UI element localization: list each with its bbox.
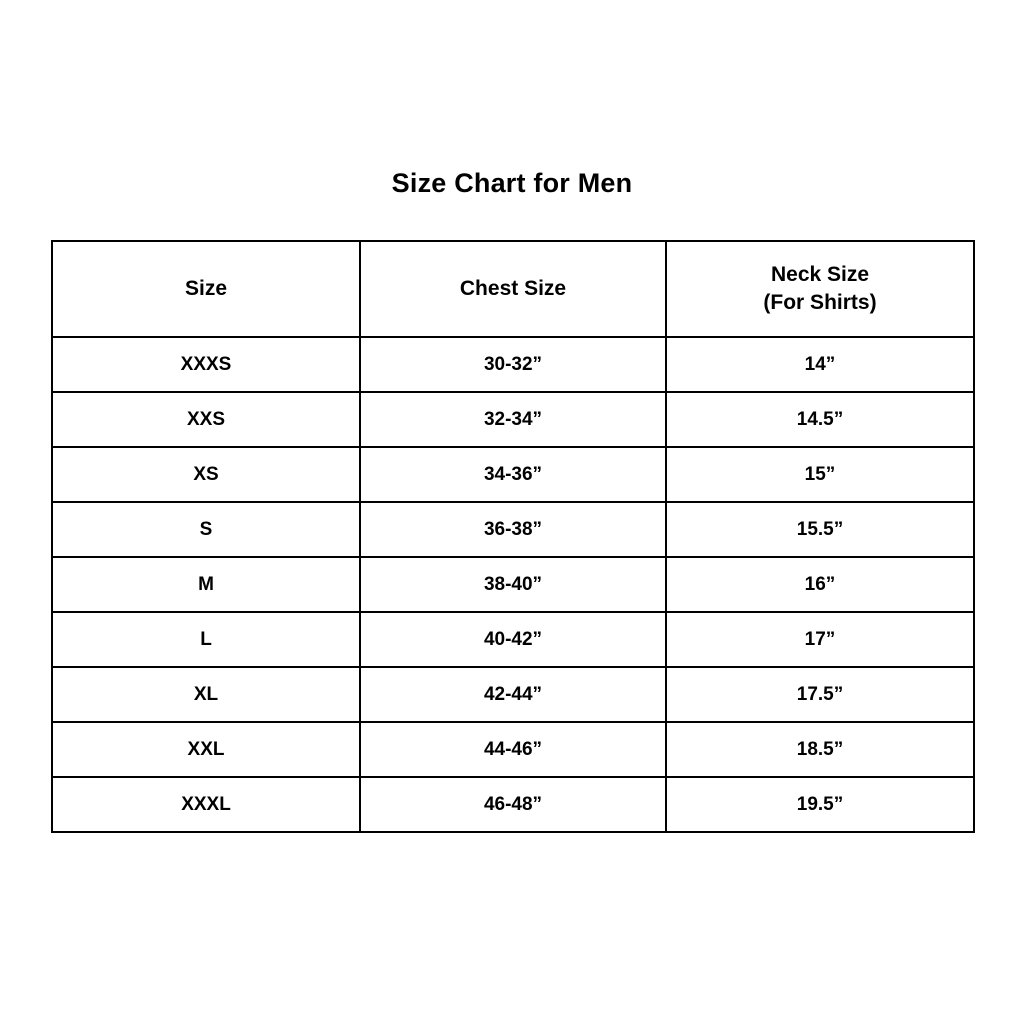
cell-neck: 17” [666,612,974,667]
size-chart-table [51,240,975,833]
table-row [52,722,974,777]
column-header-chest-size [360,241,666,337]
cell-chest: 46-48” [360,777,666,832]
cell-size: XXXS [52,337,360,392]
cell-neck: 18.5” [666,722,974,777]
table-row [52,667,974,722]
size-chart-table-container [51,240,973,833]
cell-chest: 36-38” [360,502,666,557]
table-row [52,392,974,447]
table-row [52,557,974,612]
cell-chest: 40-42” [360,612,666,667]
cell-neck: 19.5” [666,777,974,832]
cell-neck: 17.5” [666,667,974,722]
cell-size: XL [52,667,360,722]
column-header-size-label: Size [184,276,228,300]
cell-neck: 14.5” [666,392,974,447]
cell-chest: 44-46” [360,722,666,777]
cell-neck: 15.5” [666,502,974,557]
cell-chest: 42-44” [360,667,666,722]
table-header [52,241,974,337]
column-header-neck-size-sublabel: (For Shirts) [763,291,877,314]
column-header-size [52,241,360,337]
cell-chest: 30-32” [360,337,666,392]
table-header-row [52,241,974,337]
table-row [52,447,974,502]
cell-size: S [52,502,360,557]
cell-neck: 14” [666,337,974,392]
table-row [52,777,974,832]
column-header-chest-size-label: Chest Size [459,276,567,300]
cell-size: L [52,612,360,667]
cell-size: XXXL [52,777,360,832]
column-header-neck-size-label: Neck Size [770,262,870,286]
cell-chest: 32-34” [360,392,666,447]
table-body [52,337,974,832]
cell-chest: 38-40” [360,557,666,612]
cell-size: XS [52,447,360,502]
column-header-neck-size [666,241,974,337]
cell-neck: 15” [666,447,974,502]
cell-chest: 34-36” [360,447,666,502]
table-row [52,612,974,667]
cell-size: XXL [52,722,360,777]
cell-size: XXS [52,392,360,447]
table-row [52,502,974,557]
page-title: Size Chart for Men [391,168,633,198]
cell-size: M [52,557,360,612]
table-row [52,337,974,392]
cell-neck: 16” [666,557,974,612]
